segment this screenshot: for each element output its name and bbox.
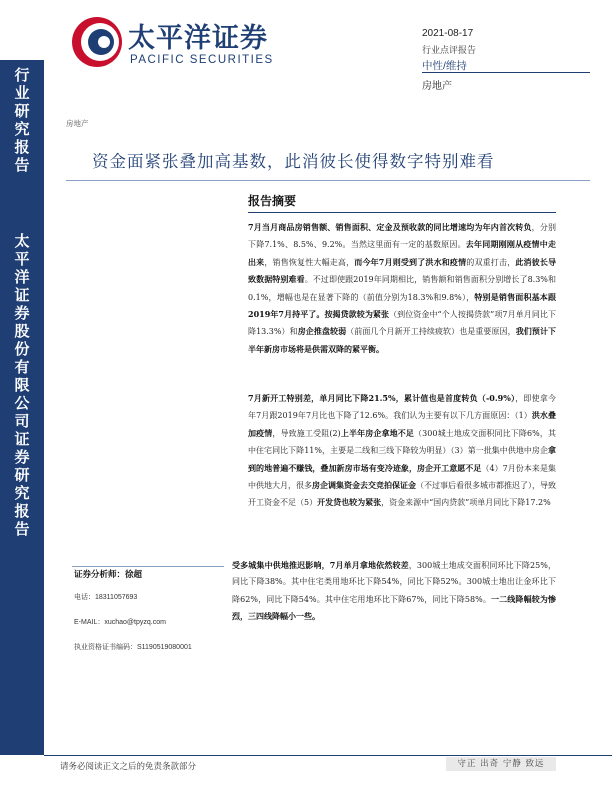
sector-label: 房地产 [422,81,452,92]
body-text: 。不过即使跟2019年同期相比，销售额和销售面积分别增长了8.3%和0.1%，增幅也是在显著下降的（前值分别为18.3%和9.8%）， [248,275,556,302]
analyst-name: 证券分析师：徐超 [74,570,143,580]
summary-heading: 报告摘要 [248,194,297,208]
emphasis-text: 房企调集资金去交竞拍保证金 [312,480,416,491]
footer-motto: 守正 出奇 宁静 致远 [446,757,556,771]
analyst-phone: 电话：18311057693 [74,594,138,601]
body-text: ，即使拿今年7月跟2019年7月比也下降了12.6%。我们认为主要有以下几方面原因：（1） [248,394,556,421]
sidebar-category-block [0,60,44,190]
emphasis-text: 去年同期刚刚从疫情中走出来 [248,239,556,267]
sidebar-company-block [0,190,44,755]
sidebar-char: 平 [14,250,30,268]
report-type: 行业点评报告 [422,45,477,55]
summary-divider [248,212,556,213]
sidebar-char: 告 [14,520,30,538]
emphasis-text: 而今年7月则受到了洪水和疫情 [354,256,467,267]
sidebar-char: 份 [14,340,30,358]
sidebar-char: 有 [14,358,30,376]
header-divider [422,72,590,73]
sidebar-char: 研 [14,102,30,120]
rating-badge: 中性/维持 [422,60,467,72]
sidebar-char: 究 [14,484,30,502]
emphasis-text: 我们预计下半年新房市场将是供需双降的紧平衡。 [248,326,557,354]
analyst-certificate: 执业资格证书编码：S1190519080001 [74,644,192,651]
report-title: 资金面紧张叠加高基数，此消彼长使得数字特别难看 [92,152,495,171]
sidebar-char: 公 [14,394,30,412]
sidebar-category-label [0,66,44,174]
emphasis-text: 受多城集中供地推迟影响，7月单月拿地依然较差 [232,560,409,570]
emphasis-text: 洪水叠加疫情 [248,410,556,438]
body-text: （4）7月份本来是集中供地大月，很多 [248,463,556,491]
report-date: 2021-08-17 [422,28,474,39]
breadcrumb: 房地产 [66,119,89,128]
sidebar-char: 行 [14,66,30,84]
sidebar-char: 研 [14,466,30,484]
summary-paragraph-land [232,557,556,626]
emphasis-text: 上半年房企拿地不足 [340,427,415,438]
body-text: ，300城土地成交面积同环比下降25%，同比下降38%。其中住宅类用地环比下降54%，同比下降52%。300城土地出让金环比下降62%，同比下降54%。其中住宅用地环比下降67%，同比下降58%。 [232,561,556,604]
pacific-securities-logo-icon [70,12,126,72]
title-divider [66,180,590,181]
logo-chinese-name: 太平洋证券 [128,23,268,54]
body-text: （前面几个月新开工持续疲软）也是重要原因， [346,327,516,337]
body-text: ，资金来源中“国内贷款”项单月同比下降17.2% [381,498,551,508]
footer-disclaimer: 请务必阅读正文之后的免责条款部分 [60,762,197,772]
summary-paragraph-construction [248,390,556,512]
sidebar-char: 报 [14,138,30,156]
summary-paragraph-sales [248,219,556,358]
sidebar-char: 证 [14,430,30,448]
emphasis-text: 一二线降幅较为惨烈，三四线降幅小一些。 [232,593,557,622]
sidebar-company-label [0,232,44,538]
sidebar-char: 业 [14,84,30,102]
emphasis-text: 此消彼长导致数据特别难看 [248,256,557,285]
emphasis-text: 房企推盘较弱 [297,326,347,337]
sidebar-char: 股 [14,322,30,340]
body-text: ，分别下降7.1%、8.5%、9.2%。当然这里面有一定的基数原因。 [248,223,556,250]
body-text: ，导致施工受阻(2) [272,428,341,438]
sidebar-char: 究 [14,120,30,138]
sidebar-char: 券 [14,448,30,466]
sidebar-char: 告 [14,156,30,174]
body-text: 的双重打击， [466,257,516,267]
emphasis-text: 拿到的地普遍不赚钱，叠加新房市场有变冷迹象，房企开工意愿不足 [248,445,556,473]
sidebar-char: 太 [14,232,30,250]
emphasis-text: 7月当月商品房销售额、销售面积、定金及预收款的同比增速均为年内首次转负 [248,222,532,232]
sidebar-char: 洋 [14,268,30,286]
logo-english-name: PACIFIC SECURITIES [130,54,274,66]
body-text: （到位资金中“个人按揭贷款”项7月单月同比下降13.3%）和 [248,310,556,337]
analyst-email: E-MAIL：xuchao@tpyzq.com [74,619,166,626]
body-text: （300城土地成交面积同比下降6%，其中住宅同比下降11%，主要是二线和三线下降较为明显）（3）第一批集中供地中房企 [248,428,556,456]
emphasis-text: 开发贷也较为紧张 [317,497,382,508]
sidebar-char: 限 [14,376,30,394]
emphasis-text: 特别是销售面积基本跟2019年7月持平了。按揭贷款较为紧张 [248,291,556,320]
body-text: ，销售恢复性大幅走高， [264,257,355,267]
analyst-divider [72,566,224,567]
sidebar-char: 证 [14,286,30,304]
sidebar-char: 报 [14,502,30,520]
sidebar-char: 券 [14,304,30,322]
body-text: （不过事后看很多城市都推迟了），导致开工资金不足（5） [248,481,556,508]
footer-divider [44,755,612,756]
sidebar-char: 司 [14,412,30,430]
company-logo [70,10,300,76]
emphasis-text: 7月新开工特别差，单月同比下降21.5%，累计值也是首度转负（-0.9%） [248,393,516,403]
